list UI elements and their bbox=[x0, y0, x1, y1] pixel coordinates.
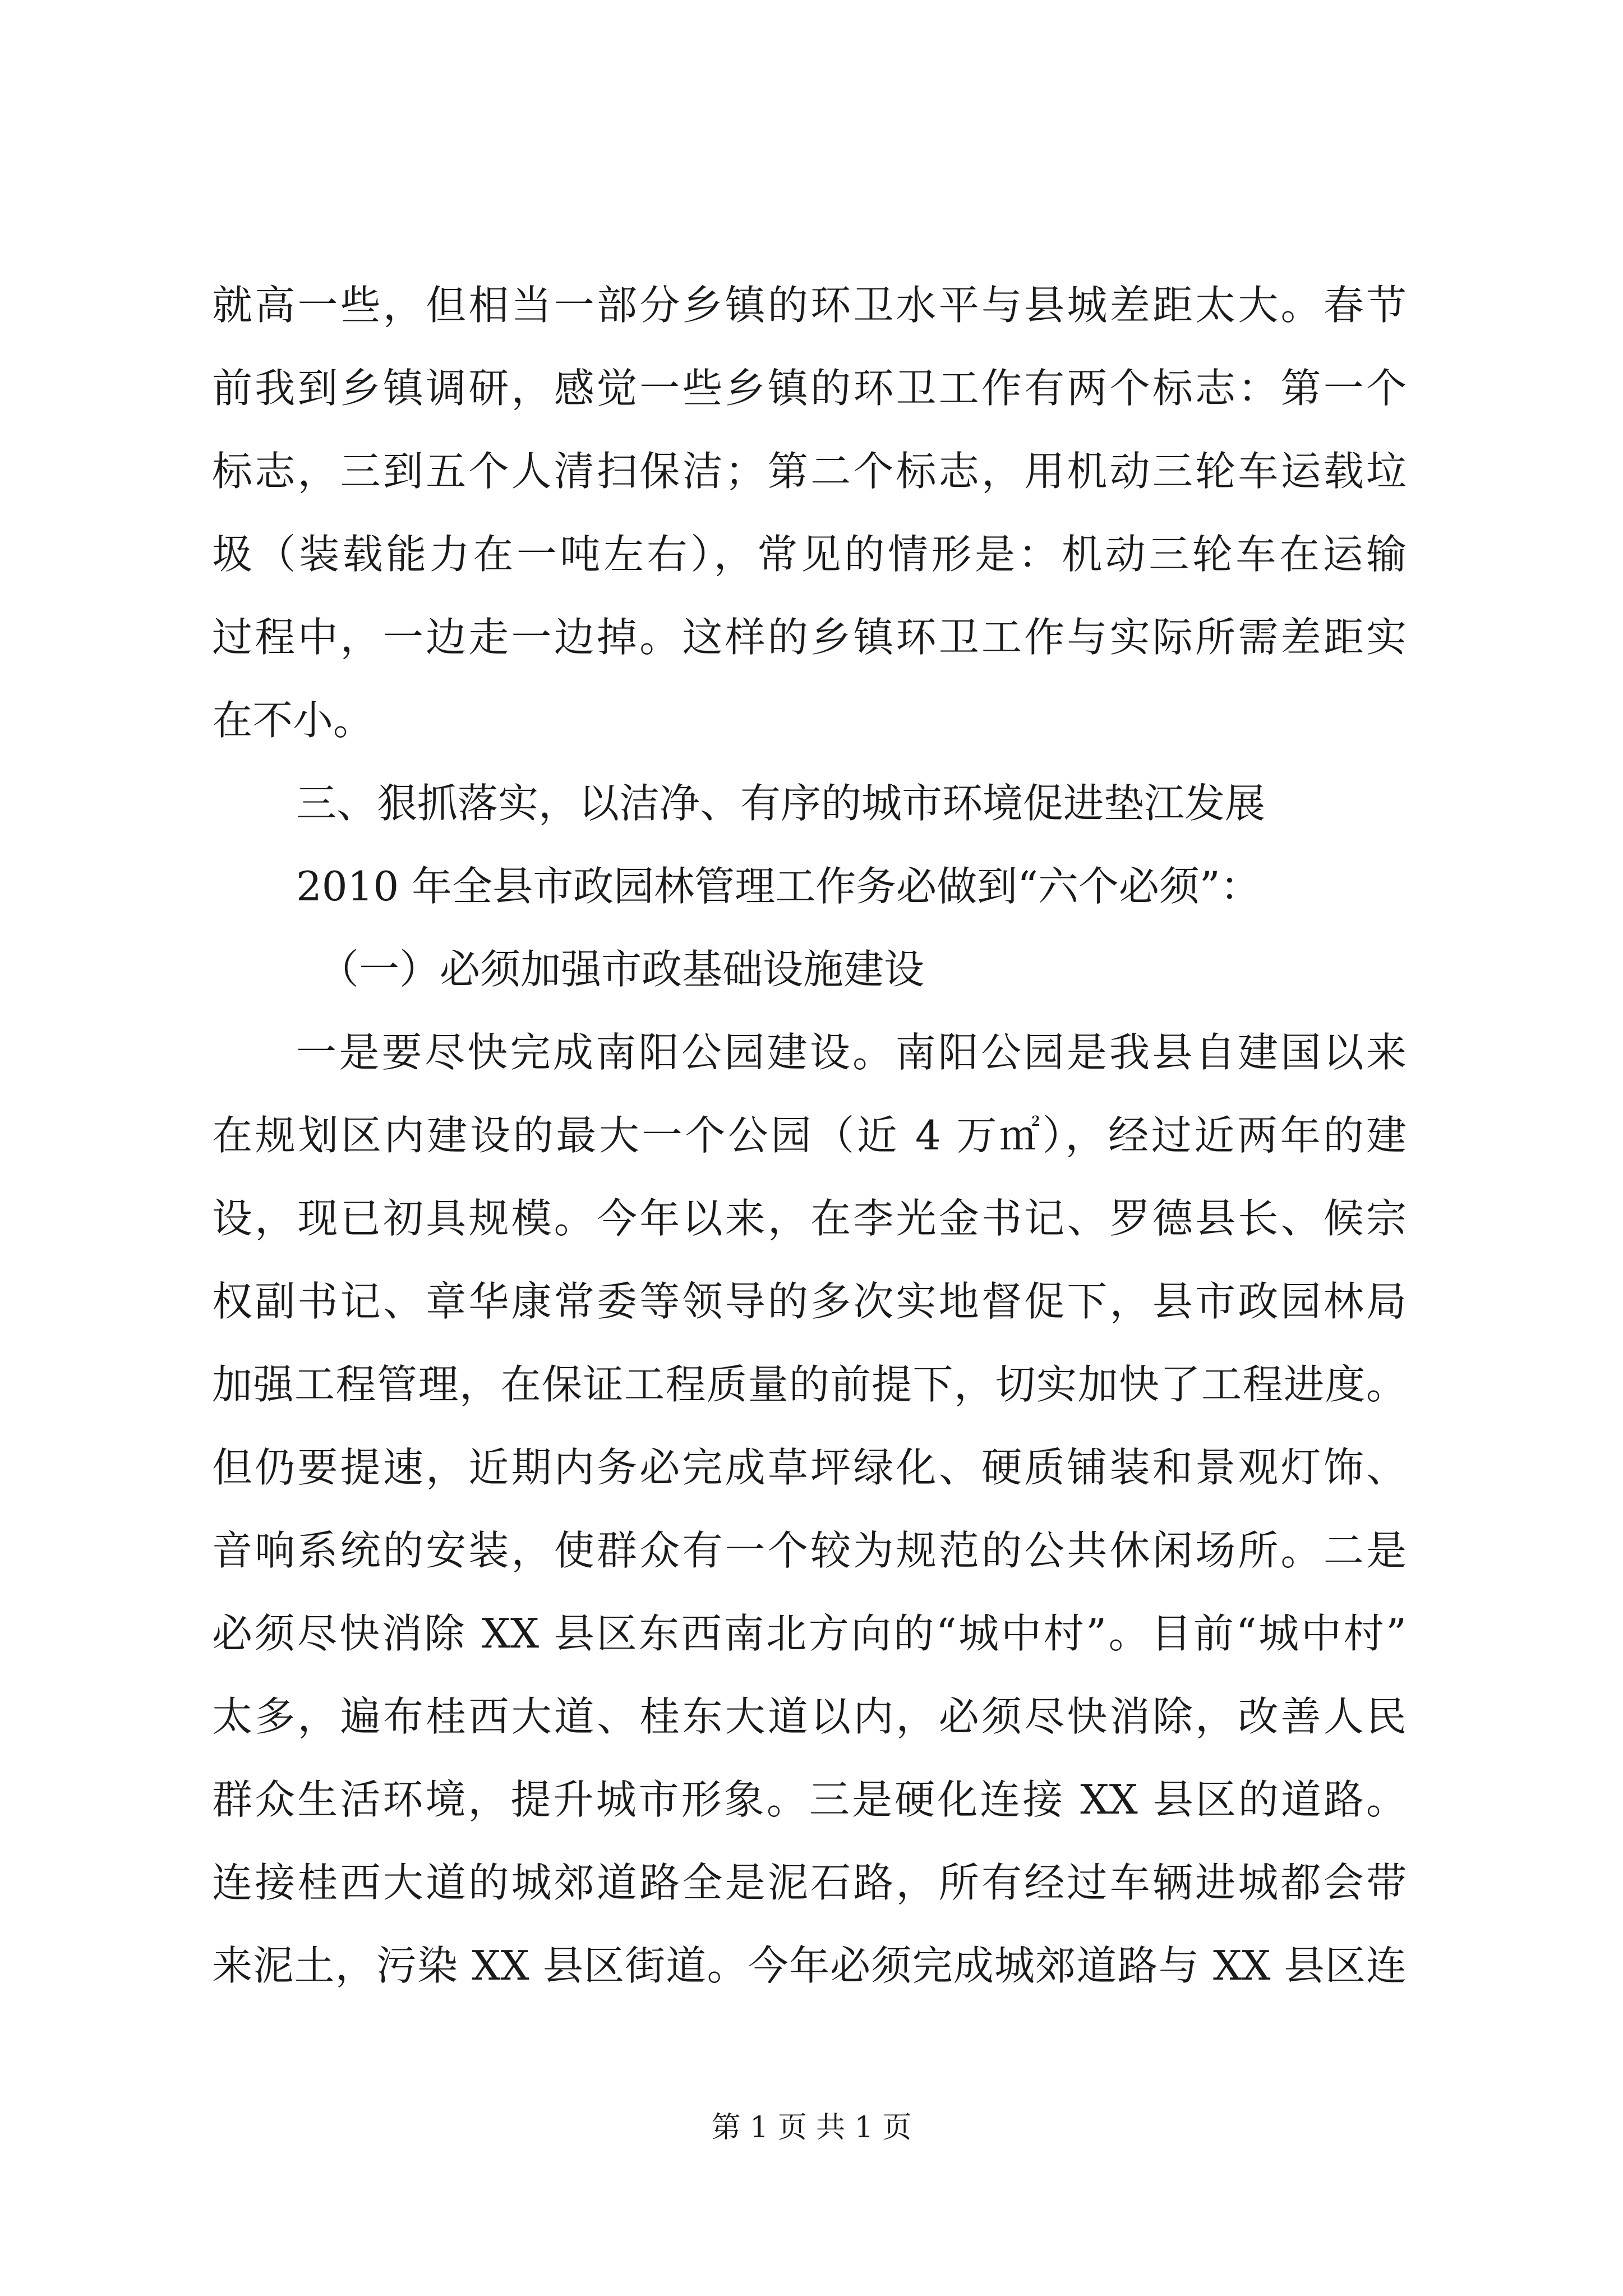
body-line: 太多，遍布桂西大道、桂东大道以内，必须尽快消除，改善人民 bbox=[212, 1693, 1407, 1740]
section-heading: 三、狠抓落实，以洁净、有序的城市环境促进垫江发展 bbox=[296, 780, 1266, 827]
body-line: 2010 年全县市政园林管理工作务必做到“六个必须”： bbox=[296, 863, 1261, 910]
body-line: 连接桂西大道的城郊道路全是泥石路，所有经过车辆进城都会带 bbox=[212, 1859, 1407, 1906]
subsection-heading: （一）必须加强市政基础设施建设 bbox=[319, 946, 925, 993]
body-line: 但仍要提速，近期内务必完成草坪绿化、硬质铺装和景观灯饰、 bbox=[212, 1444, 1407, 1491]
body-line: 就高一些，但相当一部分乡镇的环卫水平与县城差距太大。春节 bbox=[212, 282, 1407, 329]
body-line: 圾（装载能力在一吨左右），常见的情形是：机动三轮车在运输 bbox=[212, 531, 1407, 578]
body-line: 加强工程管理，在保证工程质量的前提下，切实加快了工程进度。 bbox=[212, 1361, 1407, 1408]
body-line: 过程中，一边走一边掉。这样的乡镇环卫工作与实际所需差距实 bbox=[212, 614, 1407, 661]
body-line: 必须尽快消除 XX 县区东西南北方向的“城中村”。目前“城中村” bbox=[212, 1610, 1407, 1657]
page-number-footer: 第 1 页 共 1 页 bbox=[711, 2111, 912, 2145]
body-line: 前我到乡镇调研，感觉一些乡镇的环卫工作有两个标志：第一个 bbox=[212, 365, 1407, 412]
document-body bbox=[212, 264, 1407, 2007]
body-line: 标志，三到五个人清扫保洁；第二个标志，用机动三轮车运载垃 bbox=[212, 448, 1407, 495]
body-line: 在不小。 bbox=[212, 697, 374, 744]
body-line: 一是要尽快完成南阳公园建设。南阳公园是我县自建国以来 bbox=[296, 1029, 1407, 1076]
body-line: 群众生活环境，提升城市形象。三是硬化连接 XX 县区的道路。 bbox=[212, 1776, 1407, 1823]
body-line: 音响系统的安装，使群众有一个较为规范的公共休闲场所。二是 bbox=[212, 1527, 1407, 1574]
body-line: 在规划区内建设的最大一个公园（近 4 万㎡），经过近两年的建 bbox=[212, 1112, 1407, 1159]
body-line: 权副书记、章华康常委等领导的多次实地督促下，县市政园林局 bbox=[212, 1278, 1407, 1325]
body-line: 来泥土，污染 XX 县区街道。今年必须完成城郊道路与 XX 县区连 bbox=[212, 1942, 1407, 1989]
body-line: 设，现已初具规模。今年以来，在李光金书记、罗德县长、候宗 bbox=[212, 1195, 1407, 1242]
